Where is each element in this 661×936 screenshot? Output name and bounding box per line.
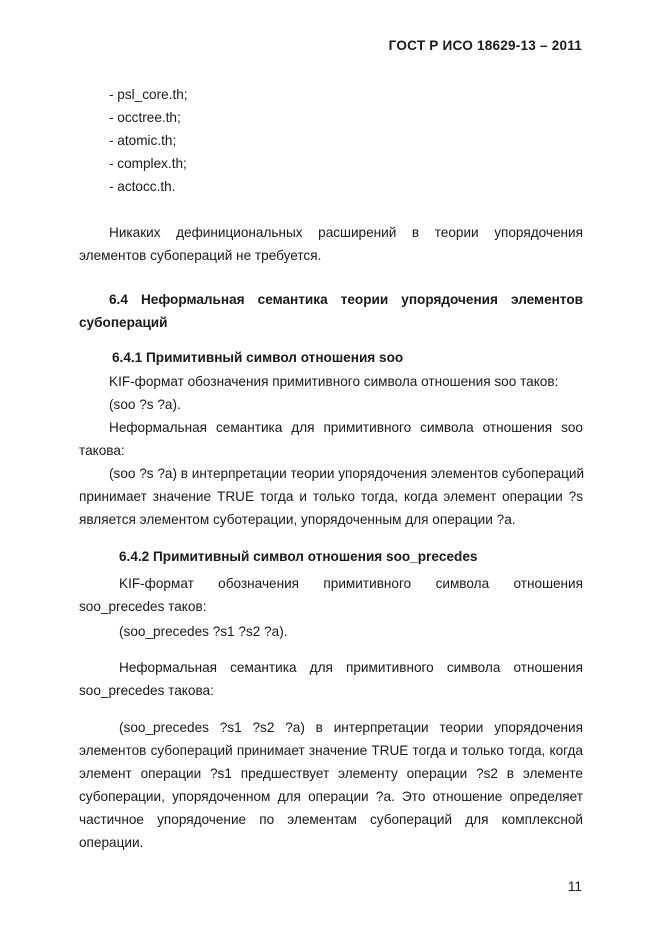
section-heading-line: 6.4 Неформальная семантика теории упорядочения элементов — [109, 292, 583, 307]
list-item: - psl_core.th; — [109, 87, 188, 102]
formula: (soo_precedes ?s1 ?s2 ?a). — [119, 624, 288, 639]
paragraph-line: субоперации, упорядоченном для операции ?a. Это отношение определяет — [79, 789, 583, 804]
paragraph-line: элементов субопераций принимает значение TRUE тогда и только тогда, когда — [79, 743, 583, 758]
paragraph-line: (soo_precedes ?s1 ?s2 ?a) в интерпретации теории упорядочения — [119, 720, 583, 735]
paragraph-line: Никаких дефинициональных расширений в теории упорядочения — [109, 225, 583, 240]
paragraph-line: операции. — [79, 835, 144, 850]
paragraph-line: Неформальная семантика для примитивного символа отношения — [119, 660, 583, 675]
paragraph-line: элементов субопераций не требуется. — [79, 248, 322, 263]
paragraph-line: soo_precedes таков: — [79, 599, 207, 614]
paragraph-line: принимает значение TRUE тогда и только тогда, когда элемент операции ?s — [79, 489, 583, 504]
paragraph-line: (soo ?s ?a) в интерпретации теории упорядочения элементов субопераций — [109, 466, 585, 481]
subsection-heading: 6.4.1 Примитивный символ отношения soo — [112, 350, 404, 365]
paragraph-line: частичное упорядочение по элементам субопераций для комплексной — [79, 812, 583, 827]
list-item: - atomic.th; — [109, 133, 177, 148]
formula: (soo ?s ?a). — [109, 397, 181, 412]
paragraph-line: такова: — [79, 443, 125, 458]
paragraph-line: KIF-формат обозначения примитивного символа отношения soo таков: — [109, 374, 559, 389]
paragraph-line: soo_precedes такова: — [79, 683, 214, 698]
document-header: ГОСТ Р ИСО 18629-13 – 2011 — [388, 38, 582, 53]
list-item: - occtree.th; — [109, 110, 181, 125]
paragraph-line: Неформальная семантика для примитивного символа отношения soo — [109, 420, 583, 435]
paragraph-line: является элементом суботерации, упорядоченным для операции ?a. — [79, 512, 516, 527]
list-item: - complex.th; — [109, 156, 187, 171]
section-heading-line: субопераций — [79, 315, 168, 330]
paragraph-line: элемент операции ?s1 предшествует элементу операции ?s2 в элементе — [79, 766, 583, 781]
list-item: - actocc.th. — [109, 179, 176, 194]
page-number: 11 — [567, 879, 582, 894]
paragraph-line: KIF-формат обозначения примитивного символа отношения — [119, 576, 583, 591]
subsection-heading: 6.4.2 Примитивный символ отношения soo_precedes — [119, 549, 478, 564]
